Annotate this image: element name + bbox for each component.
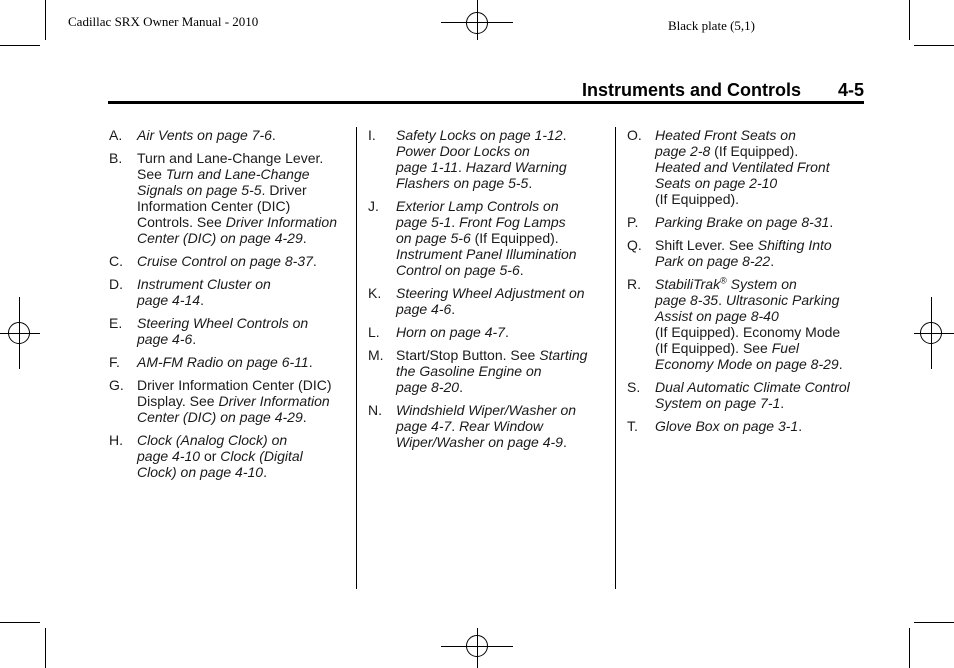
description-text: . [829,214,834,230]
cross-reference-text: on page 5‑6 [396,230,471,246]
legend-letter: A. [109,127,123,143]
column-divider [356,127,357,589]
legend-letter: T. [627,418,638,434]
legend-item [627,379,872,411]
legend-letter: G. [109,377,124,393]
legend-item [109,377,354,425]
registration-mark-line [477,628,478,668]
crop-mark [0,622,40,623]
cross-reference-text: System on page 7‑1 [655,395,781,411]
description-text: . [451,301,456,317]
cross-reference-text: Control on page 5‑6 [396,262,520,278]
legend-item [109,150,354,246]
legend-letter: B. [109,150,123,166]
cross-reference-text: Windshield Wiper/Washer on [396,402,577,418]
cross-reference-text: Clock) on page 4‑10 [137,464,264,480]
description-text: (If Equipped). See [655,340,772,356]
description-text: . [504,324,509,340]
cross-reference-text: Glove Box on page 3‑1 [655,418,799,434]
page-number: 4-5 [838,80,865,100]
cross-reference-text: Flashers on page 5‑5 [396,175,529,191]
legend-item [368,324,613,340]
cross-reference-text: Safety Locks on page 1‑12 [396,127,563,143]
description-text: Controls. See [137,214,226,230]
cross-reference-text: Power Door Locks on [396,143,530,159]
description-text: . [263,464,267,480]
legend-letter: D. [109,276,123,292]
cross-reference-text: Center (DIC) on page 4‑29 [137,230,303,246]
legend-letter: P. [627,214,639,230]
cross-reference-text: Ultrasonic Parking [725,292,840,308]
legend-item [109,276,354,308]
cross-reference-text: page 1‑11 [396,159,459,175]
legend-letter: H. [109,432,123,448]
legend-item [627,237,872,269]
legend-item [368,127,613,191]
legend-item [368,198,613,278]
description-text: . [312,253,317,269]
cross-reference-text: Park on page 8‑22 [655,253,771,269]
description-text: (If Equipped). [470,230,559,246]
description-text: . [459,379,463,395]
crop-mark [914,622,954,623]
cross-reference-text: Wiper/Washer on page 4‑9 [396,434,563,450]
cross-reference-text: page 2‑8 [655,143,711,159]
description-text: . [308,354,313,370]
legend-item [627,214,872,230]
legend-letter: R. [627,276,641,292]
crop-mark [914,45,954,46]
description-text: . [451,214,460,230]
legend-column-2 [368,127,613,457]
legend-column-1 [109,127,354,487]
manual-plate-label: Cadillac SRX Owner Manual - 2010 [68,14,259,29]
description-text: . [192,331,197,347]
cross-reference-text: Turn and Lane-Change [165,166,310,182]
registration-mark-line [931,297,932,369]
description-text: . [271,127,276,143]
cross-reference-text: page 8‑35 [655,292,719,308]
legend-letter: M. [368,347,384,363]
description-text: . [718,292,726,308]
cross-reference-text: Steering Wheel Controls on [137,315,309,331]
description-text: . [562,434,567,450]
legend-letter: N. [368,402,382,418]
legend-letter: I. [368,127,376,143]
cross-reference-text: Heated Front Seats on [655,127,796,143]
description-text: . [528,175,533,191]
description-text: or [200,448,221,464]
black-plate-label: Black plate (5,1) [668,18,755,33]
cross-reference-text: page 5‑1 [396,214,452,230]
description-text: ® [720,275,727,286]
cross-reference-text: page 4‑6 [396,301,452,317]
cross-reference-text: Rear Window [459,418,543,434]
cross-reference-text: page 4‑6 [137,331,193,347]
cross-reference-text: Horn on page 4‑7 [396,324,505,340]
cross-reference-text: Fuel [771,340,799,356]
legend-letter: L. [368,324,380,340]
description-text: (If Equipped). [710,143,799,159]
description-text: . [562,127,567,143]
cross-reference-text: Shifting Into [757,237,832,253]
cross-reference-text: Clock (Analog Clock) on [137,432,288,448]
cross-reference-text: Cruise Control on page 8‑37 [137,253,313,269]
description-text: (If Equipped). Economy Mode [655,324,841,340]
registration-mark-line [19,297,20,369]
description-text: Driver Information Center (DIC) [137,377,332,393]
description-text: . [451,418,460,434]
cross-reference-text: Center (DIC) on page 4‑29 [137,409,303,425]
crop-mark [0,45,40,46]
legend-item [627,418,872,434]
description-text: Turn and Lane-Change Lever. [137,150,324,166]
cross-reference-text: Air Vents on page 7‑6 [137,127,272,143]
description-text: . [458,159,466,175]
cross-reference-text: Exterior Lamp Controls on [396,198,559,214]
legend-item [109,432,354,480]
crop-mark [909,628,910,668]
cross-reference-text: StabiliTrak [655,276,721,292]
legend-item [109,315,354,347]
cross-reference-text: Instrument Cluster on [137,276,271,292]
cross-reference-text: page 4‑7 [396,418,452,434]
description-text: Information Center (DIC) [137,198,291,214]
cross-reference-text: Driver Information [218,393,330,409]
cross-reference-text: Seats on page 2‑10 [655,175,778,191]
description-text: . [519,262,524,278]
description-text: See [137,166,166,182]
cross-reference-text: Heated and Ventilated Front [655,159,830,175]
description-text: . [838,356,843,372]
cross-reference-text: System on [726,276,797,292]
legend-item [627,127,872,207]
cross-reference-text: Steering Wheel Adjustment on [396,285,585,301]
legend-letter: E. [109,315,123,331]
registration-mark-line [0,333,40,334]
legend-item [368,402,613,450]
legend-letter: K. [368,285,382,301]
description-text: Start/Stop Button. See [396,347,540,363]
cross-reference-text: page 4‑10 [137,448,201,464]
registration-mark-line [914,333,954,334]
crop-mark [45,628,46,668]
legend-item [368,285,613,317]
description-text: . [798,418,803,434]
cross-reference-text: page 4‑14 [137,292,201,308]
crop-mark [45,0,46,40]
cross-reference-text: page 8‑20 [396,379,460,395]
description-text: . Driver [261,182,307,198]
legend-letter: Q. [627,237,642,253]
description-text: . [780,395,785,411]
cross-reference-text: Driver Information [225,214,337,230]
legend-item [109,354,354,370]
cross-reference-text: Clock (Digital [220,448,303,464]
section-title: Instruments and Controls [582,80,802,100]
cross-reference-text: Instrument Panel Illumination [396,246,577,262]
legend-item [109,127,354,143]
description-text: (If Equipped). [655,191,740,207]
description-text: Display. See [137,393,219,409]
cross-reference-text: Signals on page 5‑5 [137,182,262,198]
description-text: . [200,292,204,308]
cross-reference-text: Dual Automatic Climate Control [655,379,850,395]
description-text: . [302,409,307,425]
legend-letter: O. [627,127,642,143]
crop-mark [909,0,910,40]
registration-mark-line [477,0,478,40]
legend-letter: C. [109,253,123,269]
legend-letter: S. [627,379,641,395]
header-rule [108,101,864,104]
legend-letter: J. [368,198,379,214]
legend-item [627,276,872,372]
description-text: . [770,253,775,269]
cross-reference-text: Hazard Warning [465,159,567,175]
cross-reference-text: AM-FM Radio on page 6‑11 [137,354,309,370]
cross-reference-text: Starting [539,347,588,363]
legend-item [368,347,613,395]
cross-reference-text: Parking Brake on page 8‑31 [655,214,830,230]
column-divider [615,127,616,589]
cross-reference-text: Economy Mode on page 8‑29 [655,356,839,372]
cross-reference-text: Assist on page 8‑40 [655,308,779,324]
legend-item [109,253,354,269]
legend-column-3 [627,127,872,441]
legend-letter: F. [109,354,120,370]
cross-reference-text: the Gasoline Engine on [396,363,542,379]
description-text: . [302,230,307,246]
description-text: Shift Lever. See [655,237,758,253]
cross-reference-text: Front Fog Lamps [459,214,566,230]
